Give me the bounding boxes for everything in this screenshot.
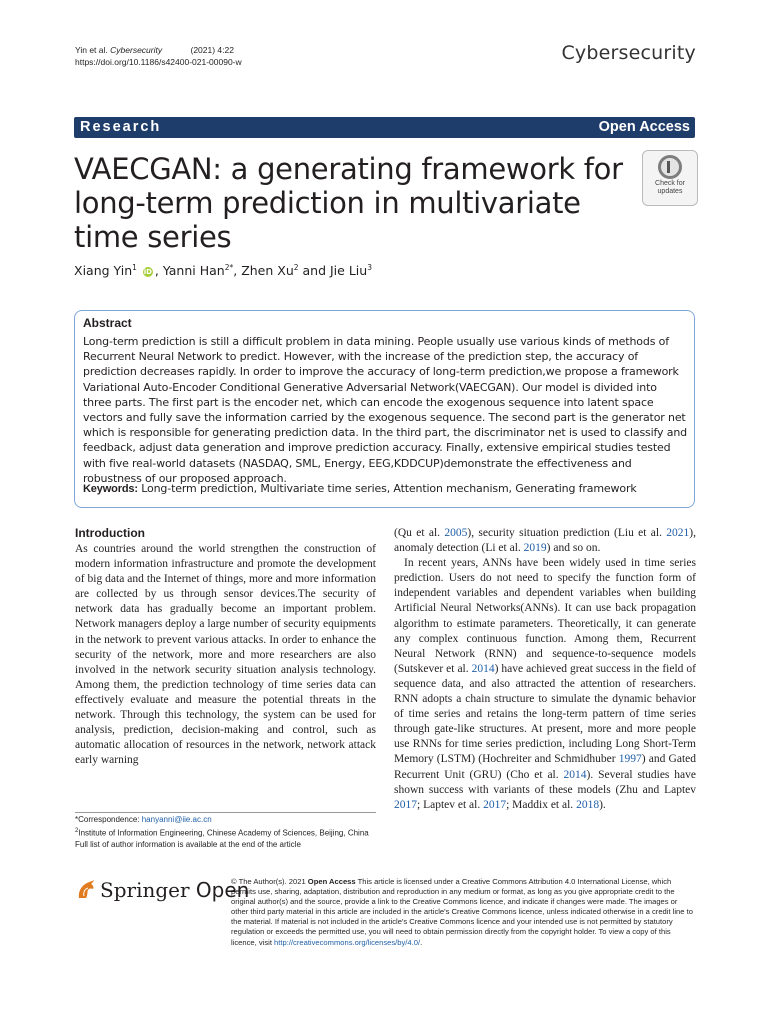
author-name[interactable]: Xiang Yin: [74, 263, 133, 279]
citation-link[interactable]: 2014: [471, 662, 495, 675]
author-separator: ,: [154, 263, 163, 279]
paragraph-text: In recent years, ANNs have been widely used in time series prediction. Users do not need to specify the function form of independent variables and dependent variables when building Artificial Neural Networks(ANNs). It can use back propagation algorithm to estimate parameters. Theoretically, it can generate any complex continuous function. Among them, Recurrent Neural Network (RNN) and sequence-to-sequence models (Sutskever et al.: [394, 557, 696, 675]
citation-header: [75, 44, 335, 68]
intro-paragraph-2: [394, 556, 696, 813]
bookmark-ring-icon: [658, 155, 682, 179]
license-text: This article is licensed under a Creative Commons Attribution 4.0 International License, which permits use, sharing, adaptation, distribution and reproduction in any medium or format, as long as you give appropriate credit to the original author(s) and the source, provide a link to the Creative Commons licence, and indicate if changes were made. The images or other third party material in this article are included in the article's Creative Commons licence, unless indicated otherwise in a credit line to the material. If material is not included in the article's Creative Commons licence and your intended use is not permitted by statutory regulation or exceeds the permitted use, you will need to obtain permission directly from the copyright holder. To view a copy of this licence, visit: [231, 877, 693, 947]
paragraph-text: ) and so on.: [546, 542, 601, 555]
paragraph-text: (Qu et al.: [394, 527, 445, 539]
author-name[interactable]: Jie Liu: [330, 263, 368, 279]
license-open-access: Open Access: [307, 877, 356, 886]
springer-name: Springer: [100, 878, 190, 902]
paragraph-text: ), anomaly detection (Li et al.: [394, 527, 697, 555]
author-list: [74, 263, 372, 278]
section-label: Research: [80, 119, 162, 135]
doi-link[interactable]: https://doi.org/10.1186/s42400-021-00090-w: [75, 57, 242, 67]
paragraph-text: ; Laptev et al.: [417, 798, 484, 811]
footnotes: [75, 814, 376, 850]
affiliation-note: [75, 826, 376, 839]
abstract-box: [74, 310, 695, 508]
paragraph-text: ).: [599, 798, 606, 811]
author-affiliation: 2: [293, 263, 299, 272]
citation-link[interactable]: 2021: [666, 527, 690, 539]
paragraph-text: ; Maddix et al.: [506, 798, 577, 811]
license-end: .: [420, 937, 423, 947]
author-affiliation: 2*: [224, 263, 234, 272]
citation-link[interactable]: 2017: [483, 798, 507, 811]
citation-link[interactable]: 2014: [563, 768, 587, 781]
citation-authors: Yin et al.: [75, 45, 108, 55]
author-affiliation: 1: [132, 263, 137, 272]
springer-open-suffix: Open: [195, 878, 250, 902]
intro-paragraph-1: [394, 526, 696, 556]
article-title: VAECGAN: a generating framework for long-term prediction in multivariate time series: [74, 152, 623, 254]
springer-wordmark: [100, 878, 249, 902]
author-affiliation: 3: [367, 263, 372, 272]
orcid-icon[interactable]: iD: [143, 268, 152, 277]
intro-column-2: [394, 526, 696, 813]
author-name[interactable]: Zhen Xu: [241, 263, 294, 279]
keywords-list: Long-term prediction, Multivariate time series, Attention mechanism, Generating framework: [141, 482, 637, 495]
author-name[interactable]: Yanni Han: [162, 263, 225, 279]
author-separator: ,: [233, 263, 242, 279]
citation-link[interactable]: 2019: [523, 542, 547, 555]
citation-link[interactable]: 1997: [618, 753, 642, 766]
section-banner: [74, 117, 695, 138]
correspondence-label: *Correspondence:: [75, 815, 142, 824]
open-access-label: Open Access: [598, 119, 690, 135]
keywords: [83, 482, 637, 495]
more-author-info: Full list of author information is available at the end of the article: [75, 839, 301, 849]
affiliation-text: Institute of Information Engineering, Chinese Academy of Sciences, Beijing, China: [78, 828, 369, 838]
paragraph-text: ). Several studies have shown success with variants of these models (Zhu and Laptev: [394, 768, 696, 796]
check-for-updates-line1: Check for: [655, 180, 685, 187]
paragraph-text: ) and Gated Recurrent Unit (GRU) (Cho et al.: [394, 753, 696, 781]
paragraph-text: ), security situation prediction (Liu et al.: [467, 527, 667, 539]
journal-name: Cybersecurity: [561, 42, 696, 64]
citation-journal: Cybersecurity: [110, 45, 163, 55]
abstract-text: Long-term prediction is still a difficult problem in data mining. People usually use various kinds of methods of Recurrent Neural Network to predict. However, with the increase of the prediction step, the accuracy of prediction decreases rapidly. In order to improve the accuracy of long-term prediction,we propose a framework Variational Auto-Encoder Conditional Generative Adversarial Network(VAECGAN). Our model is divided into three parts. The first part is the encoder net, which can encode the exogenous sequence into latent space vectors and fully save the information carried by the exogenous sequence. The second part is the generator net which is responsible for generating prediction data. In the third part, the discriminator net is used to classify and feedback, adjust data generation and improve prediction accuracy. Finally, extensive empirical studies tested with five real-world datasets (NASDAQ, SML, Energy, EEG,KDDCUP)demonstrate the effectiveness and robustness of our proposed approach.: [83, 335, 687, 485]
abstract-heading: Abstract: [83, 316, 132, 330]
citation-link[interactable]: 2005: [444, 527, 468, 539]
correspondence-email[interactable]: hanyanni@iie.ac.cn: [141, 815, 212, 824]
introduction-heading: Introduction: [75, 526, 145, 540]
author-separator: and: [298, 263, 330, 279]
footnote-rule: [75, 812, 376, 813]
affiliation-sup: 2: [75, 827, 79, 834]
citation-year-vol: (2021) 4:22: [190, 45, 234, 55]
correspondence: [75, 814, 376, 826]
keywords-label: Keywords:: [83, 483, 138, 495]
license-lead: © The Author(s). 2021: [231, 877, 308, 886]
citation-link[interactable]: 2017: [394, 798, 417, 811]
license-url-link[interactable]: http://creativecommons.org/licenses/by/4.0/: [274, 937, 421, 947]
springer-horse-icon: [75, 878, 97, 902]
check-for-updates-badge[interactable]: [642, 150, 698, 206]
license-notice: [231, 877, 696, 948]
citation-link[interactable]: 2018: [576, 798, 600, 811]
intro-column-1: As countries around the world strengthen the construction of modern information infrastructure and promote the development of big data and the Internet of things, more and more information are collected by us through sensor devices.The security of network data has gradually become an important problem. Network managers deploy a large number of security equipments in the network to prevent various attacks. In order to enhance the security of the network, more and more researchers are also involved in the network security situation analysis technology. Among them, the prediction technology of time series data can effectively evaluate and measure the potential threats in the network. Through this technology, the system can be used for analysis, prediction, decision-making and control, such as automatic allocation of resources in the network, network attack early warning: [75, 543, 376, 767]
paragraph-text: ) have achieved great success in the field of sequence data, and also attracted the attention of researchers. RNN adopts a chain structure to simulate the dynamic behavior of time series and retains the long-term pattern of time series through gate-like structures. At present, more and more people use RNNs for time series prediction, including Long Short-Term Memory (LSTM) (Hochreiter and Schmidhuber: [394, 662, 696, 766]
check-for-updates-line2: updates: [657, 188, 683, 195]
